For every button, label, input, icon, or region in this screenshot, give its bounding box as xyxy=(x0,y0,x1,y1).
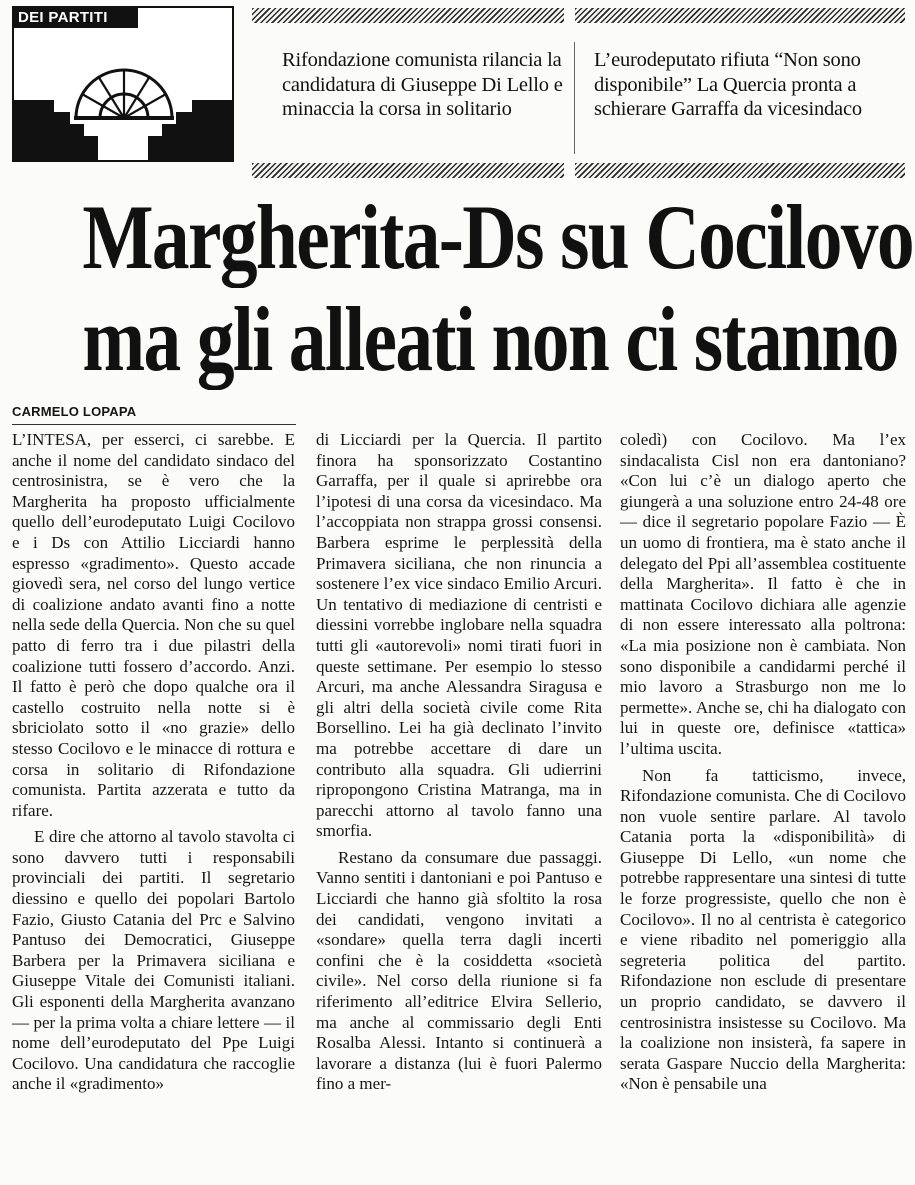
subhead-right: L’eurodeputato rifiuta “Non sono disponibile” La Quercia pronta a schierare Garraffa da vicesindaco xyxy=(594,49,862,120)
byline-rule xyxy=(12,424,296,425)
section-label: DEI PARTITI xyxy=(14,8,138,28)
section-logo-box xyxy=(12,6,234,162)
paragraph: L’INTESA, per esserci, ci sarebbe. E anche il nome del candidato sindaco del centrosinistra, se è vero che la Margherita ha proposto ufficialmente quello dell’eurodeputato Luigi Cocilovo e i Ds con Attilio Licciardi hanno espresso «gradimento». Questo accade giovedì sera, nel corso del lungo vertice di coalizione andato avanti fino a notte nella sede della Quercia. Non che su quel patto di ferro tra i due pilastri della coalizione tutti fossero d’accordo. Anzi. Il fatto è però che dopo qualche ora il castello costruito nella notte si è sbriciolato sotto il «no grazie» dello stesso Cocilovo e le minacce di rottura e corsa in solitario di Rifondazione comunista. Partita azzerata e tutto da rifare. xyxy=(12,430,295,820)
paragraph: E dire che attorno al tavolo stavolta ci sono davvero tutti i responsabili provinciali dei partiti. Il segretario diessino e quello dei popolari Bartolo Fazio, Giusto Catania del Prc e Salvino Pantuso dei Democratici, Giuseppe Barbera per la Primavera siciliana e Giuseppe Vitale dei Comunisti italiani. Gli esponenti della Margherita avanzano — per la prima volta a chiare lettere — il nome dell’eurodeputato del Ppe Luigi Cocilovo. Una candidatura che raccoglie anche il «gradimento» xyxy=(12,827,295,1094)
subhead-left: Rifondazione comunista rilancia la candidatura di Giuseppe Di Lello e minaccia la corsa in solitario xyxy=(282,49,563,120)
article-column-2 xyxy=(316,430,602,1095)
paragraph: coledì) con Cocilovo. Ma l’ex sindacalista Cisl non era dantoniano? «Con lui c’è un dialogo aperto che giungerà a una soluzione entro 24-48 ore — dice il segretario popolare Fazio — È un uomo di frontiera, ma è stato anche il delegato del Ppi all’assemblea costituente della Margherita». Il fatto è che in mattinata Cocilovo dichiara alle agenzie di non essere interessato alla poltrona: «La mia posizione non è cambiata. Non sono disponibile a candidarmi perché il mio lavoro a Strasburgo non me lo permette». Anche se, chi ha dialogato con lui in queste ore, definisce «tattica» l’ultima uscita. xyxy=(620,430,906,758)
article-column-3 xyxy=(620,430,906,1095)
paragraph: Non fa tatticismo, invece, Rifondazione comunista. Che di Cocilovo non vuole sentire parlare. Al tavolo Catania porta la «disponibilità» di Giuseppe Di Lello, «un nome che potrebbe rappresentare una sintesi di tutte le forze progressiste, quello che non è Cocilovo». Il no al centrista è categorico e viene ribadito nel pomeriggio alla segreteria politica del partito. Rifondazione non esclude di presentare un proprio candidato, se davvero il centrosinistra insistesse su Cocilovo. Ma la coalizione non insisterà, fa sapere in serata Gaspare Nuccio della Margherita: «Non è pensabile una xyxy=(620,765,906,1094)
byline: CARMELO LOPAPA xyxy=(12,404,137,419)
headline-line-2: ma gli alleati non ci stanno xyxy=(82,288,898,390)
paragraph: di Licciardi per la Quercia. Il partito finora ha sponsorizzato Costantino Garraffa, per il quale si aprirebbe ora l’ipotesi di una corsa da vicesindaco. Ma l’accoppiata non strappa grossi consensi. Barbera esprime le perplessità della Primavera siciliana, che non rinuncia a sostenere l’ex vice sindaco Emilio Arcuri. Un tentativo di mediazione di centristi e diessini vorrebbe inglobare nella squadra tutti gli «autorevoli» nomi tirati fuori in queste settimane. Per esempio lo stesso Arcuri, ma anche Alessandra Siragusa e gli altri della società civile come Rita Borsellino. Lei ha già declinato l’invito ma potrebbe accettare di dare un contributo alla squadra. Gli udierrini ripropongono Cristina Matranga, ma in parecchi attorno al tavolo fanno una smorfia. xyxy=(316,430,602,841)
parliament-hemicycle-icon xyxy=(14,8,232,160)
hatched-rule xyxy=(252,163,564,178)
hatched-rule xyxy=(252,8,564,23)
hatched-rule xyxy=(575,8,905,23)
article-column-1 xyxy=(12,430,295,1095)
hatched-rule xyxy=(575,163,905,178)
paragraph: Restano da consumare due passaggi. Vanno sentiti i dantoniani e poi Pantuso e Licciardi che hanno già sfoltito la rosa dei candidati, vengono invitati a «sondare» quella terra dagli incerti confini che è la cosiddetta «società civile». Nel corso della riunione si fa riferimento all’editrice Elvira Sellerio, ma anche al commissario degli Enti Rosalba Alessi. Intanto si continuerà a lavorare a distanza (lui è fuori Palermo fino a mer- xyxy=(316,847,602,1094)
headline-line-1: Margherita-Ds su Cocilovo xyxy=(82,186,913,288)
